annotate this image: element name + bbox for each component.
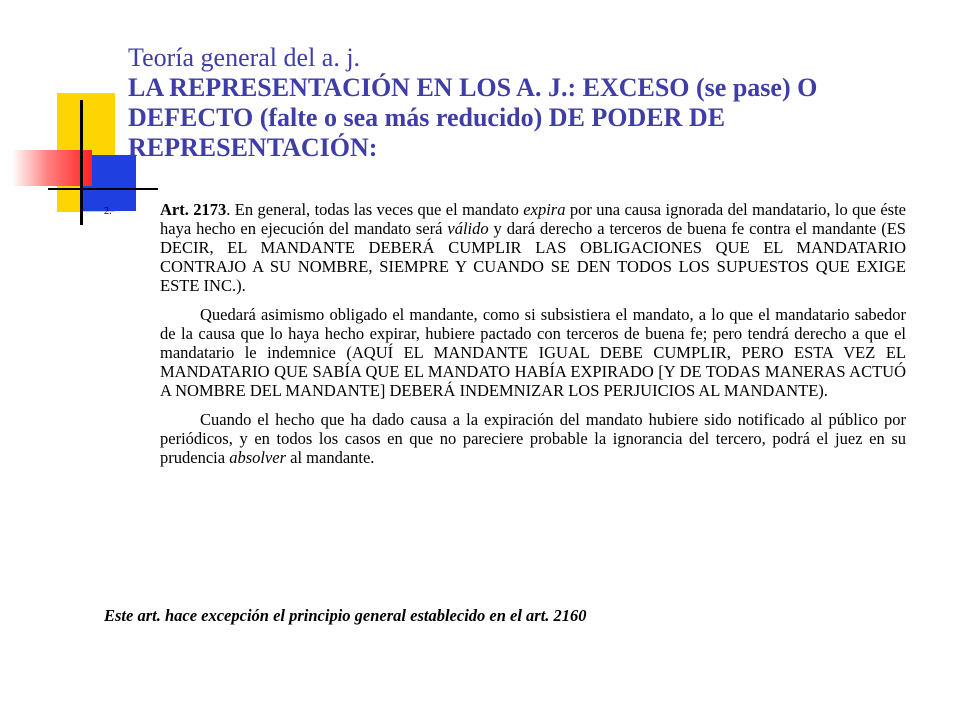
paragraph-1-text-b: por una causa ignorada del mandatario, lo que éste haya hecho en ejecución del mandato será — [160, 200, 907, 238]
term-absolver: absolver — [229, 448, 287, 467]
title-line-1: Teoría general del a. j. — [128, 43, 361, 72]
paragraph-3-text-a: Cuando el hecho que ha dado causa a la expiración del mandato hubiere sido notificado al público por periódicos, y en todos los casos en que no pareciere probable la ignorancia del tercero, podrá el juez en su prudencia — [160, 410, 906, 467]
decor-horizontal-line — [48, 188, 158, 190]
paragraph-3-text-b: al mandante. — [286, 448, 375, 467]
bullet-marker: 2. — [104, 206, 112, 217]
article-paragraph-2: Quedará asimismo obligado el mandante, como si subsistiera el mandato, a lo que el mandatario sabedor de la causa que lo haya hecho expirar, hubiere pactado con terceros de buena fe; pero tendrá derecho a que el mandatario le indemnice (AQUÍ EL MANDANTE IGUAL DEBE CUMPLIR, PERO ESTA VEZ EL MANDATARIO QUE SABÍA QUE EL MANDATO HABÍA EXPIRADO [Y DE TODAS MANERAS ACTUÓ A NOMBRE DEL MANDANTE] DEBERÁ INDEMNIZAR LOS PERJUICIOS AL MANDANTE). — [160, 305, 906, 400]
term-valido: válido — [447, 219, 489, 238]
article-paragraph-3 — [160, 410, 906, 467]
footer-note: Este art. hace excepción el principio general establecido en el art. 2160 — [104, 606, 587, 625]
article-label: Art. 2173 — [160, 200, 227, 219]
article-body — [160, 200, 906, 477]
paragraph-1-text-c: y dará derecho a terceros de buena fe contra el mandante (ES DECIR, EL MANDANTE DEBERÁ CUMPLIR LAS OBLIGACIONES QUE EL MANDATARIO CONTRAJO A SU NOMBRE, SIEMPRE Y CUANDO SE DEN TODOS LOS SUPUESTOS QUE EXIGE ESTE INC.). — [160, 219, 906, 295]
paragraph-1-text-a: . En general, todas las veces que el mandato — [226, 200, 524, 219]
title-heading: LA REPRESENTACIÓN EN LOS A. J.: EXCESO (se pase) O DEFECTO (falte o sea más reducido) DE PODER DE REPRESENTACIÓN: — [128, 73, 818, 162]
slide-title — [128, 43, 868, 163]
decor-vertical-line — [80, 100, 83, 225]
article-paragraph-1 — [160, 200, 906, 295]
term-expira: expira — [523, 200, 566, 219]
